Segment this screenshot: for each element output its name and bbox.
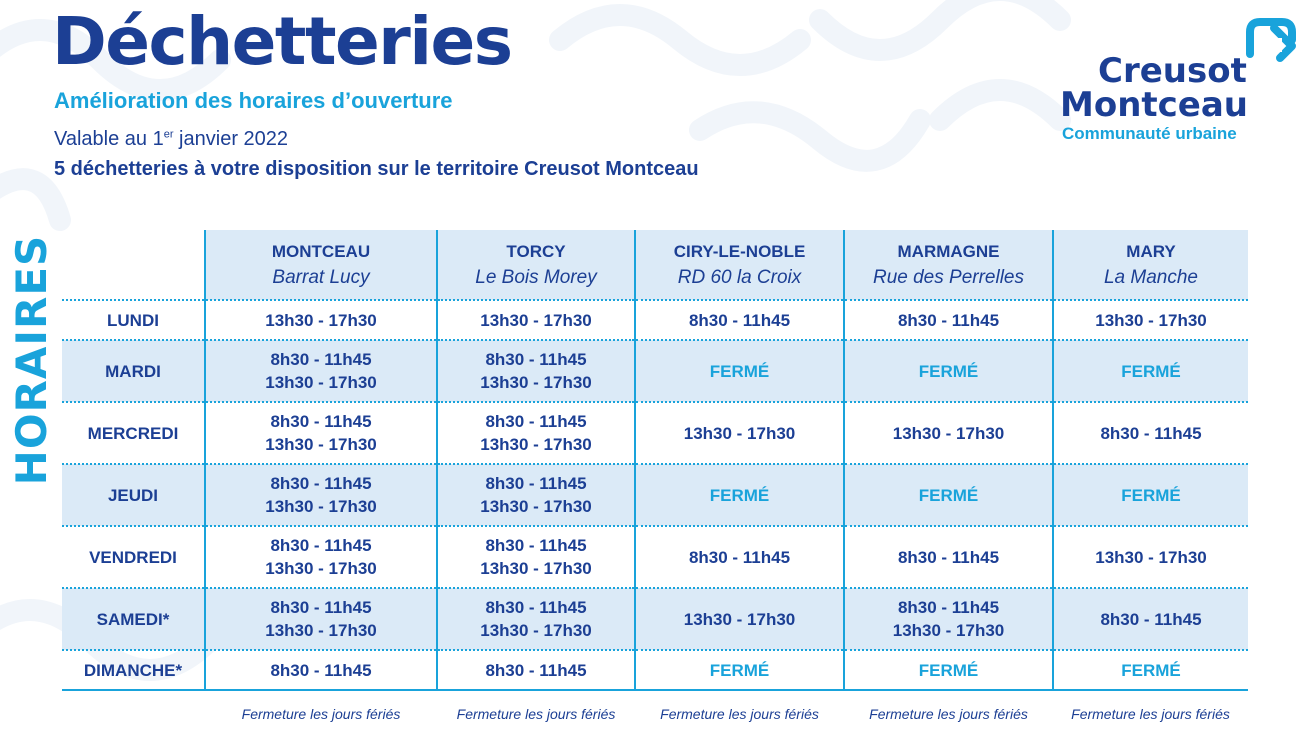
site-name: TORCY <box>506 242 566 261</box>
day-label: DIMANCHE* <box>83 660 183 680</box>
page-title: Déchetteries <box>52 3 512 80</box>
table-row <box>62 526 1248 588</box>
intro-text: 5 déchetteries à votre disposition sur le territoire Creusot Montceau <box>54 158 699 180</box>
hours-text: 8h30 - 11h45 <box>897 598 1000 617</box>
hours-text: 8h30 - 11h45 <box>485 412 587 431</box>
day-label: VENDREDI <box>89 547 177 567</box>
hours-cell <box>635 526 844 588</box>
validity-prefix: Valable au 1 <box>54 128 164 150</box>
logo-text-montceau: Montceau <box>1060 85 1249 125</box>
table-row <box>62 464 1248 526</box>
hours-text: 13h30 - 17h30 <box>265 435 377 454</box>
site-place: Le Bois Morey <box>475 267 597 288</box>
validity-ordinal: er <box>163 128 174 141</box>
hours-text: FERMÉ <box>709 660 770 680</box>
hours-text: 13h30 - 17h30 <box>265 373 377 392</box>
day-label: MARDI <box>62 340 205 402</box>
site-place: Rue des Perrelles <box>872 267 1025 288</box>
site-name: CIRY-LE-NOBLE <box>673 242 806 261</box>
hours-cell <box>635 340 844 402</box>
hours-cell <box>1053 526 1248 588</box>
hours-cell <box>635 650 844 690</box>
hours-text: 13h30 - 17h30 <box>892 621 1005 640</box>
page-subtitle: Amélioration des horaires d’ouverture <box>54 88 453 113</box>
hours-text: 8h30 - 11h45 <box>688 547 791 567</box>
hours-cell <box>635 402 844 464</box>
table-row <box>62 650 1248 690</box>
hours-cell <box>205 300 437 340</box>
horaires-side-label <box>7 230 56 490</box>
footnote-montceau: Fermeture les jours fériés <box>241 705 401 722</box>
header-corner <box>62 230 205 300</box>
hours-cell <box>844 526 1053 588</box>
table-row <box>62 402 1248 464</box>
hours-cell <box>437 526 635 588</box>
site-header-mary <box>1053 230 1248 300</box>
day-label: SAMEDI* <box>62 588 205 650</box>
hours-text: 8h30 - 11h45 <box>485 536 587 555</box>
hours-cell <box>437 402 635 464</box>
hours-text: FERMÉ <box>918 361 979 381</box>
day-label: JEUDI <box>62 464 205 526</box>
site-name: MARY <box>1126 242 1176 261</box>
hours-text: 8h30 - 11h45 <box>1100 609 1202 629</box>
hours-text: 8h30 - 11h45 <box>688 310 791 330</box>
hours-cell <box>437 340 635 402</box>
site-header-torcy <box>437 230 635 300</box>
hours-cell <box>205 526 437 588</box>
hours-text: 13h30 - 17h30 <box>480 621 592 640</box>
hours-text: 8h30 - 11h45 <box>485 350 587 369</box>
hours-cell <box>437 300 635 340</box>
hours-cell <box>844 300 1053 340</box>
hours-cell <box>1053 464 1248 526</box>
hours-text: FERMÉ <box>709 485 770 505</box>
hours-text: 8h30 - 11h45 <box>270 660 372 680</box>
footnote-ciry-le-noble: Fermeture les jours fériés <box>660 705 819 722</box>
hours-cell <box>437 650 635 690</box>
hours-cell <box>1053 402 1248 464</box>
schedule-body <box>62 300 1248 690</box>
hours-cell <box>205 402 437 464</box>
hours-cell <box>437 588 635 650</box>
site-place: Barrat Lucy <box>272 267 370 288</box>
hours-text: FERMÉ <box>1121 660 1181 680</box>
hours-text: FERMÉ <box>1121 361 1181 381</box>
validity-suffix: janvier 2022 <box>173 128 289 150</box>
table-row <box>62 300 1248 340</box>
hours-cell <box>844 464 1053 526</box>
hours-cell <box>1053 650 1248 690</box>
validity-date <box>54 128 288 151</box>
site-header-montceau <box>205 230 437 300</box>
footnote-marmagne: Fermeture les jours fériés <box>869 705 1028 722</box>
table-row <box>62 340 1248 402</box>
logo-text-creusot: Creusot <box>1098 51 1247 91</box>
horaires-label-text: HORAIRES <box>7 234 56 486</box>
day-label: LUNDI <box>107 310 159 330</box>
site-header-ciry-le-noble <box>635 230 844 300</box>
site-place: RD 60 la Croix <box>677 267 802 288</box>
hours-text: FERMÉ <box>1121 485 1181 505</box>
hours-text: 13h30 - 17h30 <box>480 373 592 392</box>
hours-cell <box>205 588 437 650</box>
hours-text: 13h30 - 17h30 <box>265 310 377 330</box>
hours-cell <box>635 300 844 340</box>
hours-text: 13h30 - 17h30 <box>683 609 796 629</box>
hours-text: 13h30 - 17h30 <box>683 423 796 443</box>
hours-text: 13h30 - 17h30 <box>480 559 592 578</box>
footnote-empty <box>62 690 205 737</box>
hours-text: 13h30 - 17h30 <box>265 621 377 640</box>
hours-text: 13h30 - 17h30 <box>265 559 377 578</box>
site-header-marmagne <box>844 230 1053 300</box>
hours-text: 8h30 - 11h45 <box>485 598 587 617</box>
logo-text-communaute: Communauté urbaine <box>1062 124 1237 143</box>
hours-text: 8h30 - 11h45 <box>897 310 1000 330</box>
hours-text: 8h30 - 11h45 <box>270 350 372 369</box>
hours-text: FERMÉ <box>918 660 979 680</box>
hours-text: 13h30 - 17h30 <box>480 435 592 454</box>
footnote-mary: Fermeture les jours fériés <box>1071 705 1230 722</box>
header-row <box>62 230 1248 300</box>
hours-text: 8h30 - 11h45 <box>485 660 587 680</box>
hours-text: FERMÉ <box>709 361 770 381</box>
hours-cell <box>635 464 844 526</box>
hours-text: 13h30 - 17h30 <box>1095 310 1207 330</box>
hours-text: 13h30 - 17h30 <box>480 310 592 330</box>
hours-text: FERMÉ <box>918 485 979 505</box>
hours-text: 13h30 - 17h30 <box>265 497 377 516</box>
hours-cell <box>635 588 844 650</box>
hours-text: 8h30 - 11h45 <box>270 474 372 493</box>
hours-cell <box>844 402 1053 464</box>
hours-text: 13h30 - 17h30 <box>1095 547 1207 567</box>
hours-cell <box>844 340 1053 402</box>
hours-cell <box>1053 340 1248 402</box>
hours-text: 13h30 - 17h30 <box>892 423 1005 443</box>
hours-text: 8h30 - 11h45 <box>897 547 1000 567</box>
hours-cell <box>1053 300 1248 340</box>
hours-cell <box>844 588 1053 650</box>
hours-text: 8h30 - 11h45 <box>485 474 587 493</box>
hours-text: 8h30 - 11h45 <box>270 412 372 431</box>
site-name: MONTCEAU <box>271 242 371 261</box>
day-label: MERCREDI <box>87 423 179 443</box>
hours-cell <box>205 650 437 690</box>
hours-cell <box>205 464 437 526</box>
hours-text: 13h30 - 17h30 <box>480 497 592 516</box>
footnote-row <box>62 690 1248 737</box>
creusot-montceau-logo <box>1058 20 1300 150</box>
hours-text: 8h30 - 11h45 <box>1100 423 1202 443</box>
schedule-table <box>62 230 1248 737</box>
site-place: La Manche <box>1103 267 1198 288</box>
footnote-torcy: Fermeture les jours fériés <box>456 705 616 722</box>
hours-cell <box>844 650 1053 690</box>
hours-text: 8h30 - 11h45 <box>270 598 372 617</box>
site-name: MARMAGNE <box>897 242 1000 261</box>
table-row <box>62 588 1248 650</box>
hours-text: 8h30 - 11h45 <box>270 536 372 555</box>
hours-cell <box>205 340 437 402</box>
hours-cell <box>1053 588 1248 650</box>
hours-cell <box>437 464 635 526</box>
schedule-table-wrapper <box>62 230 1248 737</box>
